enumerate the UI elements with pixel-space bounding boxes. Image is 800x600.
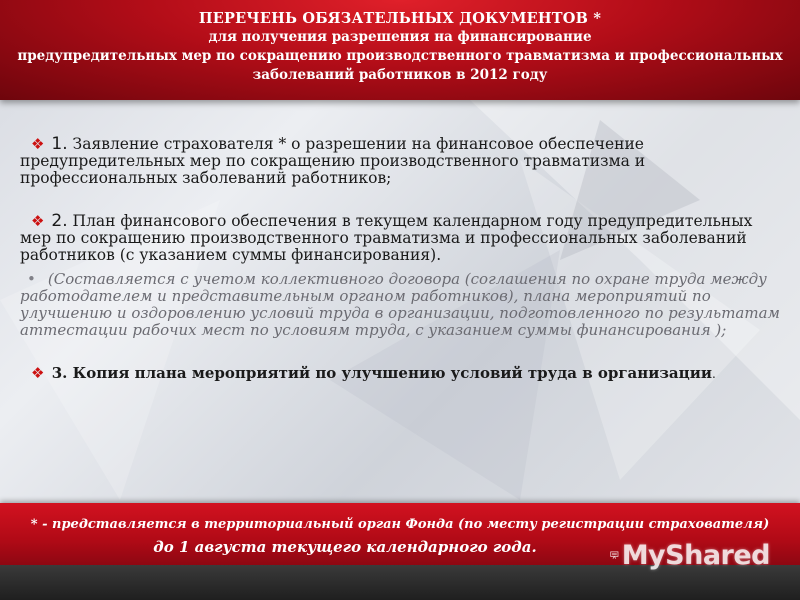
item-note xyxy=(20,271,785,339)
item-number: 1. xyxy=(51,134,68,154)
item-text: о разрешении на финансовое обеспечение предупредительных мер по сокращению производственного травматизма и профессиональных заболеваний работников; xyxy=(20,135,646,187)
diamond-bullet-icon: ❖ xyxy=(31,364,45,382)
header-subtitle-line: заболеваний работников в 2012 году xyxy=(252,67,548,83)
list-item xyxy=(20,213,785,264)
item-heading: Заявление страхователя * xyxy=(67,135,287,153)
item-text: 3. Копия плана мероприятий по улучшению условий труда в организации xyxy=(51,364,712,382)
item-text: в текущем календарном году предупредительных мер по сокращению производственного травматизма и профессиональных заболеваний работников (с указанием суммы финансирования). xyxy=(20,212,753,264)
header-title: ПЕРЕЧЕНЬ ОБЯЗАТЕЛЬНЫХ ДОКУМЕНТОВ * xyxy=(198,10,602,27)
document-list xyxy=(20,136,785,383)
watermark-logo xyxy=(610,537,770,573)
item-heading: План финансового обеспечения xyxy=(67,212,338,230)
diamond-bullet-icon: ❖ xyxy=(31,135,45,153)
header-subtitle-line: для получения разрешения на финансирование xyxy=(208,29,592,45)
list-item xyxy=(20,365,785,383)
footer-note-line: до 1 августа текущего календарного года. xyxy=(153,538,537,556)
list-item xyxy=(20,136,785,187)
slide-header xyxy=(0,0,800,100)
diamond-bullet-icon: ❖ xyxy=(31,212,45,230)
note-text: (Составляется с учетом коллективного договора (соглашения по охране труда между работодателем и представительным органом работников), плана мероприятий по улучшению и оздоровлению условий труда в организации, подготовленного по результатам аттестации рабочих мест по условиям труда, с указанием суммы финансирования ); xyxy=(20,270,780,339)
header-subtitle-line: предупредительных мер по сокращению производственного травматизма и профессиональных xyxy=(17,48,783,64)
footer-note-line: * - представляется в территориальный орган Фонда (по месту регистрации страхователя) xyxy=(30,517,770,532)
logo-text: MyShared xyxy=(621,539,770,571)
presentation-board-icon xyxy=(610,539,620,571)
item-number: 2. xyxy=(51,211,68,231)
item-end: . xyxy=(711,367,716,381)
note-bullet: • xyxy=(27,270,36,288)
